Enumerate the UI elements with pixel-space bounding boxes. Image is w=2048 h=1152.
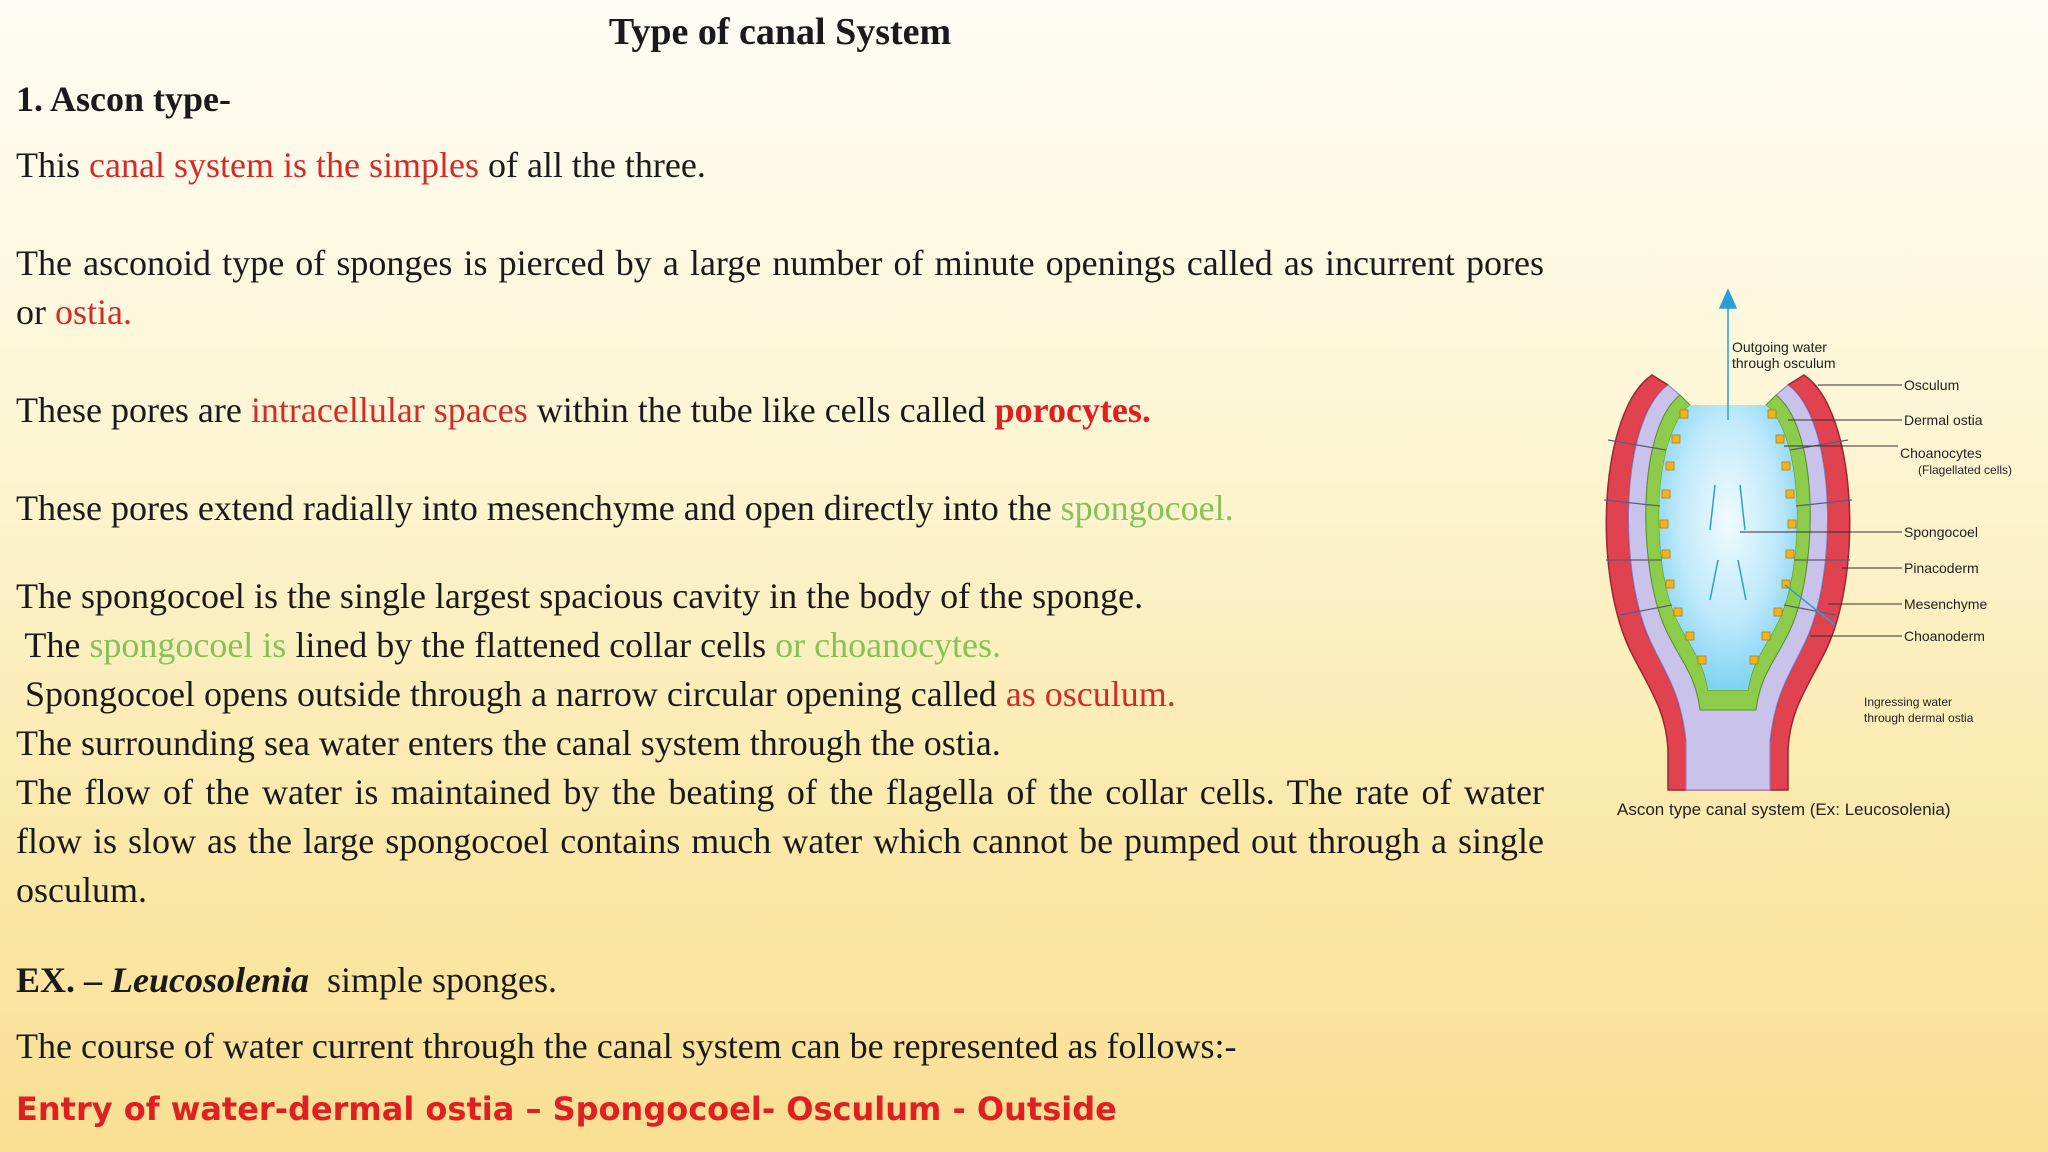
label-choanocytes: Choanocytes: [1900, 445, 1982, 461]
paragraph-1: [16, 141, 706, 190]
p5-l2-choanocytes: or choanocytes.: [775, 625, 1002, 665]
course-flow: Entry of water-dermal ostia – Spongocoel- Osculum - Outside: [16, 1090, 1117, 1128]
p5-l3-a: Spongocoel opens outside through a narrow circular opening called: [16, 674, 1006, 714]
p2-ostia: ostia.: [55, 292, 132, 332]
example-genus: Leucosolenia: [111, 960, 309, 1000]
paragraph-3: [16, 386, 1151, 435]
p2-text-a: The asconoid type of sponges is pierced by a large number of minute openings called as incurrent pores or: [16, 243, 1544, 332]
p4-spongocoel: spongocoel.: [1060, 488, 1234, 528]
label-osculum: Osculum: [1904, 377, 1960, 393]
p5-line-5: The flow of the water is maintained by the beating of the flagella of the collar cells. The rate of water flow is slow as the large spongocoel contains much water which cannot be pumped out through a single osculum.: [16, 772, 1544, 910]
p1-text-c: of all the three.: [478, 145, 706, 185]
label-ingressing-2: through dermal ostia: [1864, 711, 1974, 725]
p4-text-a: These pores extend radially into mesenchyme and open directly into the: [16, 488, 1061, 528]
p5-l3-osculum: as osculum.: [1005, 674, 1176, 714]
label-dermal-ostia: Dermal ostia: [1904, 412, 1983, 428]
example-line: [16, 956, 557, 1005]
p3-intracellular: intracellular spaces: [250, 390, 528, 430]
p3-text-c: within the tube like cells called: [527, 390, 995, 430]
example-label: EX. –: [16, 960, 112, 1000]
paragraph-4: [16, 484, 1234, 533]
label-outgoing-2: through osculum: [1732, 355, 1836, 371]
paragraph-5: [16, 572, 1544, 915]
label-pinacoderm: Pinacoderm: [1904, 560, 1979, 576]
label-mesenchyme: Mesenchyme: [1904, 596, 1988, 612]
p5-line-2: [16, 621, 1544, 670]
ascon-diagram: [1580, 270, 2040, 830]
p5-l2-a: The: [16, 625, 90, 665]
p1-highlight: canal system is the simples: [89, 145, 479, 185]
label-choanocytes-sub: (Flagellated cells): [1918, 463, 2013, 477]
p5-line-3: [16, 670, 1544, 719]
p5-l2-c: lined by the flattened collar cells: [286, 625, 776, 665]
p1-text-a: This: [16, 145, 90, 185]
label-spongocoel: Spongocoel: [1904, 524, 1978, 540]
p5-l2-spongocoel: spongocoel is: [89, 625, 287, 665]
figure-caption: Ascon type canal system (Ex: Leucosolenia): [1617, 800, 1951, 819]
p3-text-a: These pores are: [16, 390, 251, 430]
p5-line-1: The spongocoel is the single largest spacious cavity in the body of the sponge.: [16, 576, 1144, 616]
paragraph-2: [16, 239, 1544, 337]
label-choanoderm: Choanoderm: [1904, 628, 1985, 644]
label-outgoing-1: Outgoing water: [1732, 339, 1827, 355]
label-ingressing-1: Ingressing water: [1864, 695, 1953, 709]
course-intro: The course of water current through the canal system can be represented as follows:-: [16, 1026, 1237, 1066]
page-title: Type of canal System: [608, 11, 952, 53]
example-rest: simple sponges.: [309, 960, 557, 1000]
section-heading: 1. Ascon type-: [16, 79, 231, 119]
p5-line-4: The surrounding sea water enters the canal system through the ostia.: [16, 723, 1001, 763]
p3-porocytes: porocytes.: [994, 390, 1151, 430]
